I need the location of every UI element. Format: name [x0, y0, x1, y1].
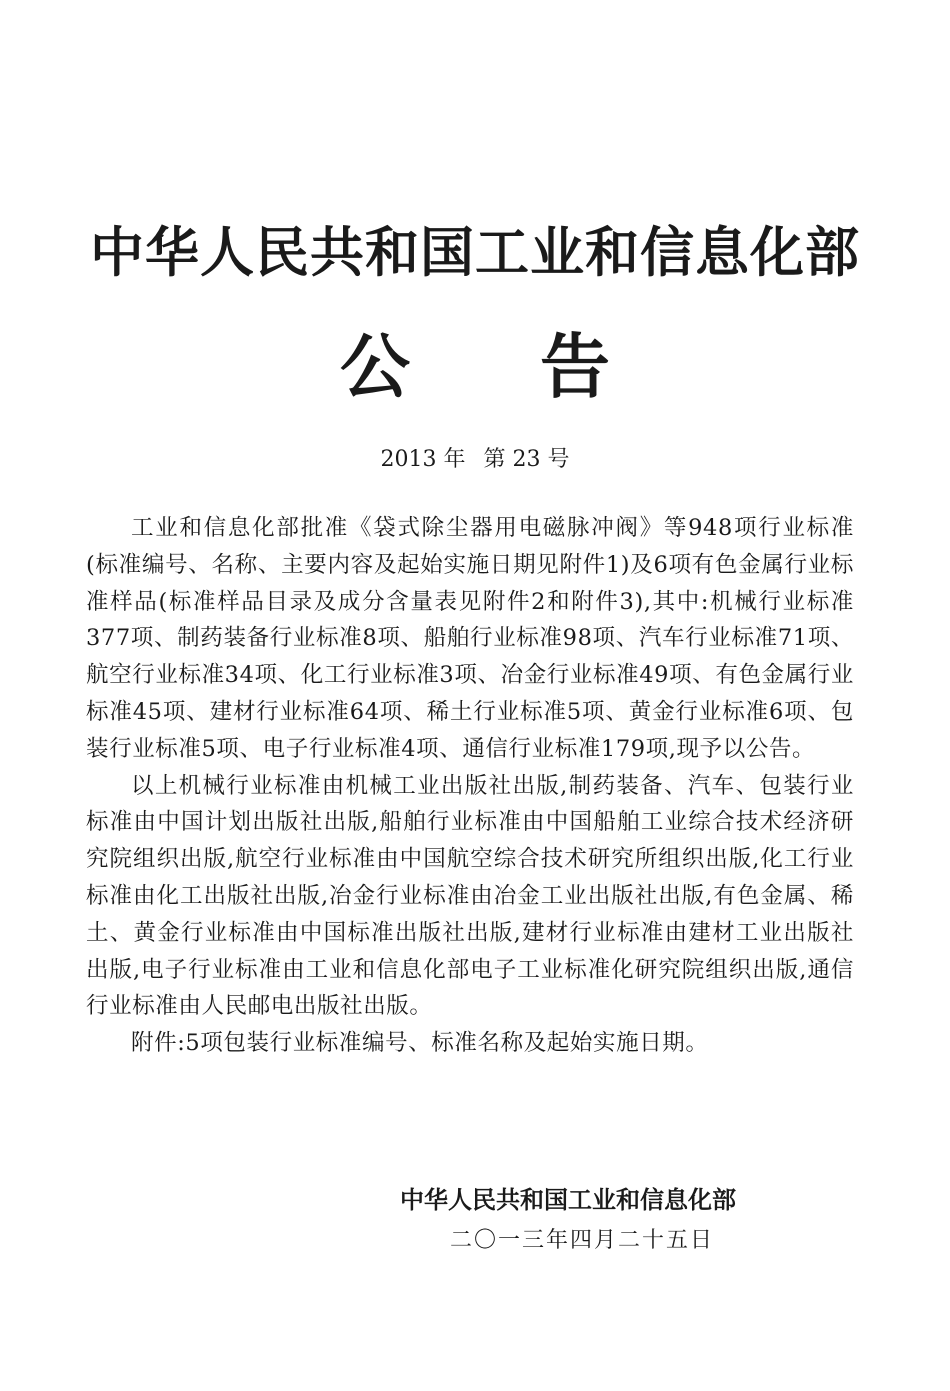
body-paragraph-approval: 工业和信息化部批准《袋式除尘器用电磁脉冲阀》等948项行业标准(标准编号、名称、主要内容及起始实施日期见附件1)及6项有色金属行业标准样品(标准样品目录及成分含量表见附件2和附件3),其中:机械行业标准377项、制药装备行业标准8项、船舶行业标准98项、汽车行业标准71项、航空行业标准34项、化工行业标准3项、冶金行业标准49项、有色金属行业标准45项、建材行业标准64项、稀土行业标准5项、黄金行业标准6项、包装行业标准5项、电子行业标准4项、通信行业标准179项,现予以公告。	[86, 515, 854, 762]
issue-date: 二〇一三年四月二十五日	[450, 1228, 715, 1253]
issue-year: 2013 年	[380, 447, 466, 472]
document-type-char-2: 告	[540, 326, 610, 408]
document-type-heading	[0, 322, 950, 412]
document-type-char-1: 公	[340, 326, 410, 408]
announcement-body	[86, 510, 854, 1062]
issue-number	[0, 444, 950, 476]
issuer-title: 中华人民共和国工业和信息化部	[90, 221, 860, 284]
body-paragraph-attachment: 附件:5项包装行业标准编号、标准名称及起始实施日期。	[131, 1030, 709, 1057]
issue-serial: 第 23 号	[483, 447, 570, 472]
body-paragraph-publishers: 以上机械行业标准由机械工业出版社出版,制药装备、汽车、包装行业标准由中国计划出版社出版,船舶行业标准由中国船舶工业综合技术经济研究院组织出版,航空行业标准由中国航空综合技术研究所组织出版,化工行业标准由化工出版社出版,冶金行业标准由冶金工业出版社出版,有色金属、稀土、黄金行业标准由中国标准出版社出版,建材行业标准由建材工业出版社出版,电子行业标准由工业和信息化部电子工业标准化研究院组织出版,通信行业标准由人民邮电出版社出版。	[86, 772, 854, 1020]
signatory: 中华人民共和国工业和信息化部	[400, 1186, 736, 1214]
